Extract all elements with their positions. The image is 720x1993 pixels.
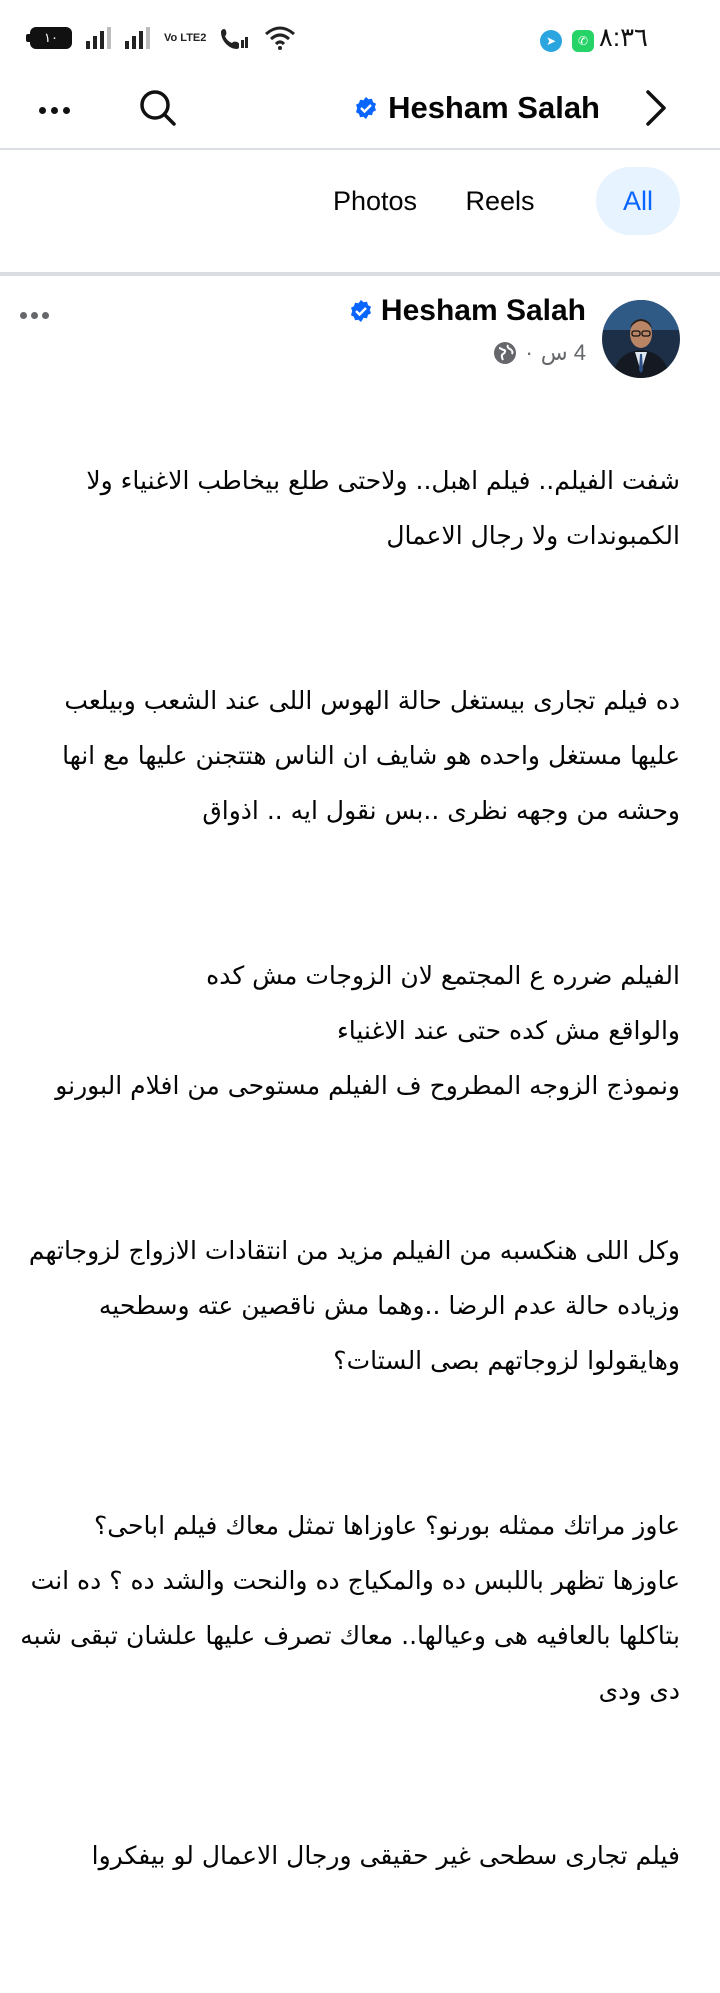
post-paragraph: عاوز مراتك ممثله بورنو؟ عاوزاها تمثل معاك فيلم اباحى؟ عاوزها تظهر باللبس ده والمكياج ده والنحت والشد ده ؟ ده انت بتاكلها بالعافيه هى وعيالها.. معاك تصرف عليها علشان تبقى شبه دى ودى bbox=[20, 1511, 680, 1705]
post-paragraph: شفت الفيلم.. فيلم اهبل.. ولاحتى طلع بيخاطب الاغنياء ولا الكمبوندات ولا رجال الاعمال bbox=[86, 466, 680, 550]
post-time[interactable]: 4 س bbox=[540, 340, 586, 365]
clock: ٨:٣٦ bbox=[598, 22, 648, 52]
battery-icon bbox=[30, 27, 72, 49]
verified-icon bbox=[349, 299, 373, 323]
more-options-button[interactable] bbox=[30, 90, 78, 130]
volte-icon: Vo LTE2 bbox=[164, 31, 207, 44]
page-name: Hesham Salah bbox=[388, 90, 600, 125]
tab-all[interactable]: All bbox=[596, 167, 680, 235]
post-paragraph: فيلم تجارى سطحى غير حقيقى ورجال الاعمال لو بيفكروا bbox=[91, 1841, 680, 1870]
verified-icon bbox=[354, 96, 378, 120]
wifi-icon bbox=[264, 26, 296, 50]
post-text bbox=[20, 398, 680, 1993]
battery-level: ١٠ bbox=[44, 30, 58, 45]
chevron-right-icon[interactable] bbox=[642, 88, 670, 128]
telegram-icon: ➤ bbox=[540, 30, 562, 52]
post-separator: · bbox=[525, 340, 533, 365]
post-options-button[interactable] bbox=[20, 312, 49, 319]
tab-photos[interactable]: Photos bbox=[332, 185, 418, 216]
avatar[interactable] bbox=[602, 300, 680, 378]
signal-icon bbox=[86, 27, 111, 49]
post-header bbox=[0, 294, 720, 390]
page-title bbox=[354, 90, 600, 126]
wifi-call-icon bbox=[220, 26, 250, 50]
tab-reels[interactable]: Reels bbox=[465, 185, 535, 216]
top-app-bar bbox=[0, 80, 720, 150]
post-paragraph: وكل اللى هنكسبه من الفيلم مزيد من انتقادات الازواج لزوجاتهم وزياده حالة عدم الرضا ..وهما مش ناقصين عته وسطحيه وهايقولوا لزوجاتهم بصى الستات؟ bbox=[28, 1236, 680, 1375]
post-meta bbox=[493, 340, 586, 366]
post-paragraph: الفيلم ضرره ع المجتمع لان الزوجات مش كده والواقع مش كده حتى عند الاغنياء ونموذج الزوجه المطروح ف الفيلم مستوحى من افلام البورنو bbox=[55, 961, 680, 1100]
status-bar bbox=[0, 0, 720, 80]
globe-icon bbox=[493, 341, 517, 365]
search-icon[interactable] bbox=[138, 88, 178, 128]
whatsapp-icon: ✆ bbox=[572, 30, 594, 52]
content-filter-tabs bbox=[0, 150, 720, 276]
post-author[interactable] bbox=[349, 294, 586, 328]
post-author-name[interactable]: Hesham Salah bbox=[380, 294, 586, 327]
signal-icon bbox=[125, 27, 150, 49]
post-paragraph: ده فيلم تجارى بيستغل حالة الهوس اللى عند الشعب وبيلعب عليها مستغل واحده هو شايف ان الناس هتتجنن عليها مع انها وحشه من وجهه نظرى ..بس نقول ايه .. اذواق bbox=[62, 686, 680, 825]
